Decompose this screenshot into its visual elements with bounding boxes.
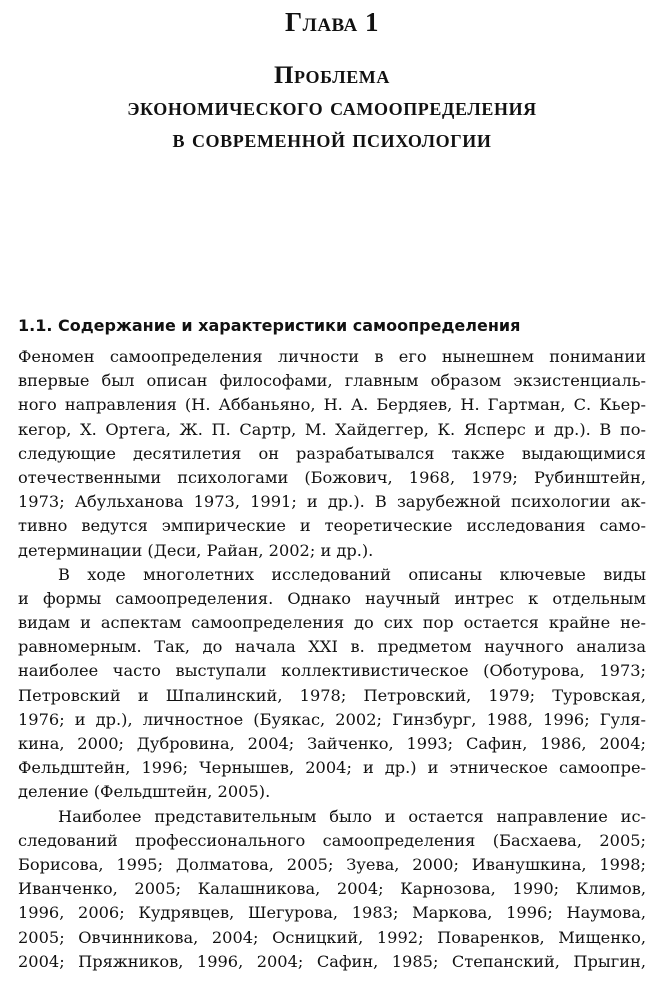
text-line: впервые был описан философами, главным образом экзистенциаль-	[18, 371, 646, 391]
chapter-title-line: в современной психологии	[172, 126, 492, 153]
document-page	[18, 0, 646, 996]
text-line: и формы самоопределения. Однако научный интрес к отдельным	[18, 588, 646, 608]
text-line: 2004; Пряжников, 1996, 2004; Сафин, 1985; Степанский, Прыгин,	[18, 951, 646, 971]
text-line: Наиболее представительным было и остается направление ис-	[58, 806, 646, 826]
chapter-label: Глава 1	[284, 7, 379, 37]
text-line: отечественными психологами (Божович, 1968, 1979; Рубинштейн,	[18, 467, 646, 487]
text-line: 1996, 2006; Кудрявцев, Шегурова, 1983; Маркова, 1996; Наумова,	[18, 903, 646, 923]
body-text	[18, 345, 646, 974]
text-line: деление (Фельдштейн, 2005).	[18, 782, 271, 802]
text-line: 1973; Абульханова 1973, 1991; и др.). В зарубежной психологии ак-	[18, 492, 646, 512]
text-line: Фельдштейн, 1996; Чернышев, 2004; и др.) и этническое самоопре-	[18, 758, 646, 778]
text-line: детерминации (Деси, Райан, 2002; и др.).	[18, 540, 374, 560]
text-line: В ходе многолетних исследований описаны ключевые виды	[58, 564, 646, 584]
text-line: наиболее часто выступали коллективистическое (Оботурова, 1973;	[18, 661, 646, 681]
chapter-title	[18, 60, 646, 156]
chapter-title-line: Проблема	[274, 62, 390, 89]
text-line: равномерным. Так, до начала XXI в. предметом научного анализа	[18, 637, 646, 657]
text-line: кегор, Х. Ортега, Ж. П. Сартр, М. Хайдеггер, К. Ясперс и др.). В по-	[18, 419, 646, 439]
text-line: Иванченко, 2005; Калашникова, 2004; Карнозова, 1990; Климов,	[18, 879, 646, 899]
text-line: 1976; и др.), личностное (Буякас, 2002; Гинзбург, 1988, 1996; Гуля-	[18, 709, 646, 729]
text-line: видам и аспектам самоопределения до сих пор остается крайне не-	[18, 613, 646, 633]
section-heading: 1.1. Содержание и характеристики самоопределения	[18, 316, 521, 335]
text-line: следующие десятилетия он разрабатывался также выдающимися	[18, 443, 646, 463]
text-line: тивно ведутся эмпирические и теоретические исследования само-	[18, 516, 646, 536]
text-line: следований профессионального самоопределения (Басхаева, 2005;	[18, 830, 646, 850]
chapter-title-line: экономического самоопределения	[127, 94, 537, 121]
text-line: кина, 2000; Дубровина, 2004; Зайченко, 1993; Сафин, 1986, 2004;	[18, 734, 646, 753]
text-line: 2005; Овчинникова, 2004; Осницкий, 1992; Поваренков, Мищенко,	[18, 927, 646, 947]
text-line: Петровский и Шпалинский, 1978; Петровский, 1979; Туровская,	[18, 685, 646, 705]
text-line: Феномен самоопределения личности в его нынешнем понимании	[18, 347, 646, 366]
text-line: ного направления (Н. Аббаньяно, Н. А. Бердяев, Н. Гартман, С. Кьер-	[18, 395, 646, 415]
text-line: Борисова, 1995; Долматова, 2005; Зуева, 2000; Иванушкина, 1998;	[18, 854, 646, 874]
